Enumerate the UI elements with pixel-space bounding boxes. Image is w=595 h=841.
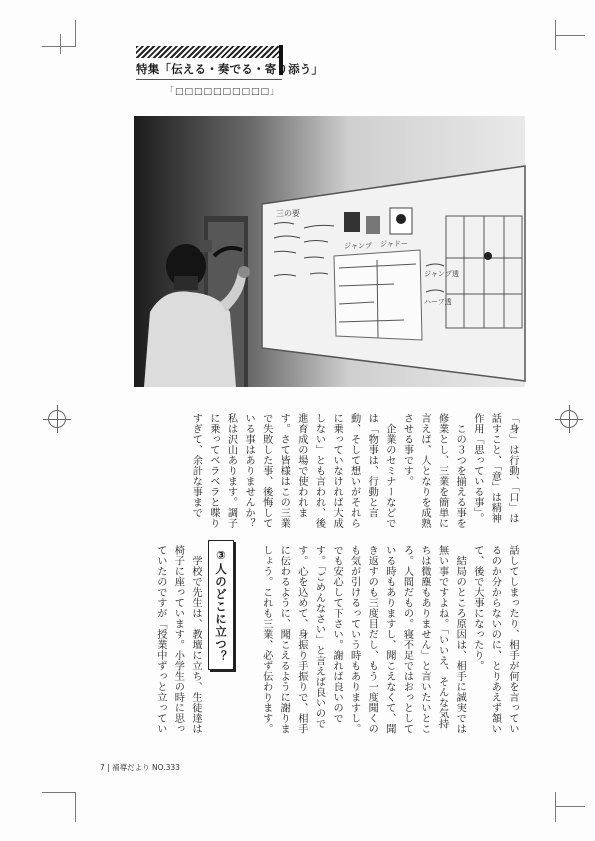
title-hatch-bar (136, 46, 282, 58)
board-heading: 三の要 (276, 209, 300, 218)
crop-mark (75, 20, 76, 47)
body-text-upper: 「身」は行動、「口」は話すこと、「意」は精神作用「思っている事」。 この３つを揃える事を修業とし、三業を簡単に言えば、人となりを成熟させる事です。 企業のセミナーなどでは「物事は、行動と言動、そして想いがそれらに乗っていなければ大成しない」とも言われ、後進育成の場で使われます。さて皆様はこの三業で失敗した事、後悔している事はありませんか？私は沢山あります。調子に乗ってベラベラと喋りすぎて、余計な事まで (190, 413, 518, 529)
board-heading: ジャンプ (344, 242, 372, 250)
board-side-label: ハーフ透 (424, 298, 452, 306)
photo-illustration (134, 116, 525, 387)
crop-mark (42, 792, 76, 793)
page-footer (100, 762, 180, 773)
feature-title: 特集「伝える・奏でる・寄り添う」 (136, 62, 324, 76)
footer-separator: | (107, 763, 113, 772)
crop-mark (75, 792, 76, 822)
body-text-lower-left: 学校で先生は、教壇に立ち、生徒達は椅子に座っています。小学生の時に思っていたのですが「授業中ずっと立ってい (154, 545, 201, 734)
crop-mark (60, 34, 61, 54)
body-text-lower-right: 話してしまったり、相手が何を言っているのか分からないのに、とりあえず頷いて、後で大事になったり。 結局のところ原因は、相手に誠実では無い事ですよね。「いいえ、そんな気持ちは微塵もありません」と言いたいところ。人間だもの。寝不足ではおっとしている時もありますし、聞こえなくて、聞き返すのも三度目だし、もう一度聞くのも気が引けるっていう時もありますし。でも安心して下さい。謝れば良いのです。「ごめんなさい」と言えば良いのです。心を込めて、身振り手振りで、相手に伝わるように、聞こえるように謝りましょう。これも三業、必ず伝わります。 (260, 545, 518, 734)
seminar-photo (134, 116, 525, 387)
page-number: 7 (100, 763, 105, 772)
publication-name: 補導だより NO.333 (112, 763, 180, 772)
section-heading: ③人のどこに立つ？ (214, 547, 228, 663)
title-rule (136, 79, 282, 80)
registration-mark-icon (48, 410, 66, 428)
board-heading: ジャドー (380, 240, 408, 248)
crop-mark (555, 35, 585, 36)
registration-mark-icon (560, 410, 578, 428)
board-side-label: ジャンプ透 (424, 270, 459, 278)
crop-mark (555, 806, 585, 807)
article-subtitle: 「□□□□□□□□□□」 (165, 87, 281, 97)
crop-mark (555, 792, 556, 822)
section-heading-box (208, 540, 234, 670)
crop-mark (42, 46, 76, 47)
